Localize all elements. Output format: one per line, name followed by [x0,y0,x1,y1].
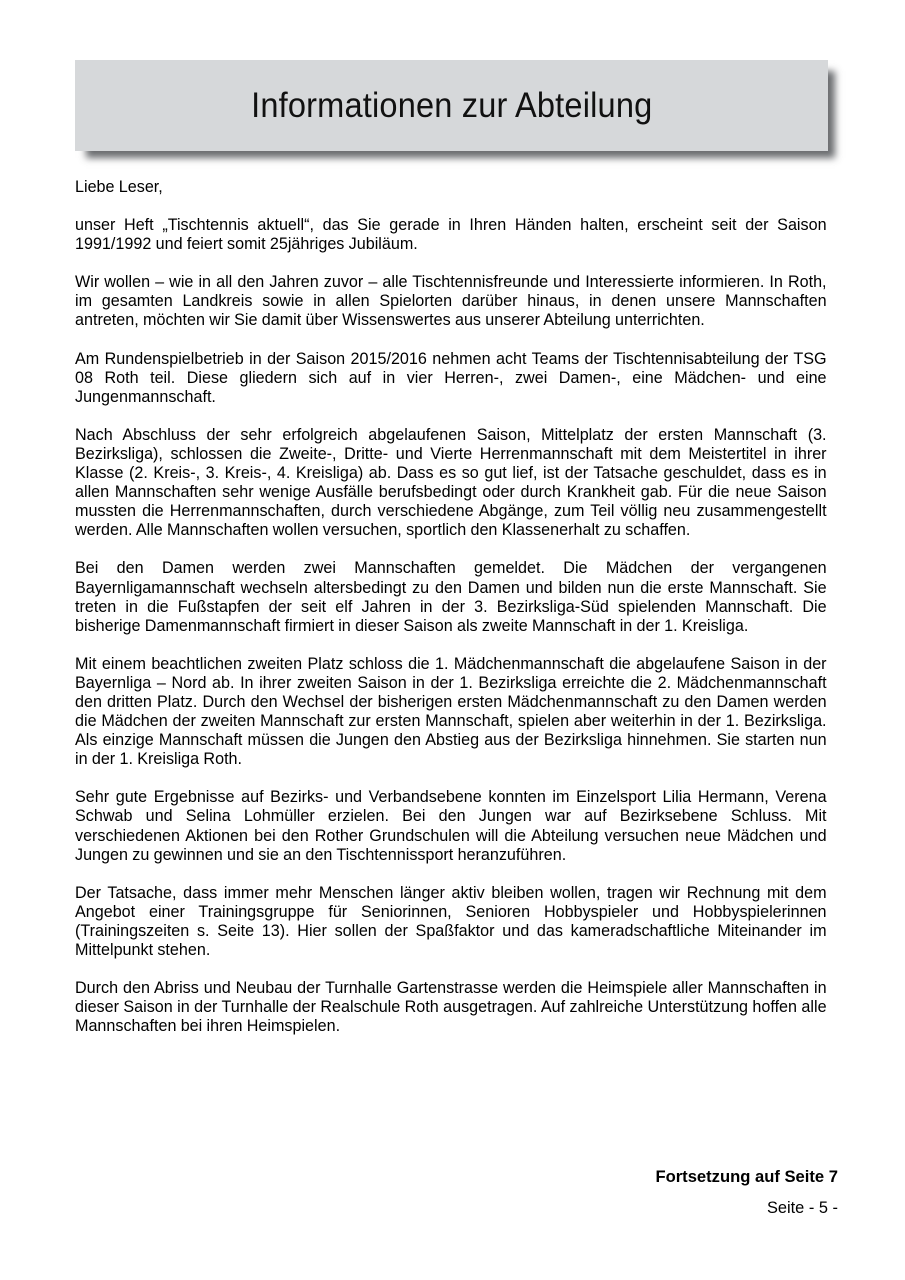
header-box [75,60,828,151]
article-body [75,178,838,1036]
paragraph-wir-wollen: Wir wollen – wie in all den Jahren zuvor – alle Tischtennisfreunde und Interessierte informieren. In Roth, im gesamten Landkreis sowie in allen Spielorten darüber hinaus, in denen unsere Mannschaften antreten, möchten wir Sie damit über Wissenswertes aus unserer Abteilung unterrichten. [75,273,827,330]
paragraph-damen: Bei den Damen werden zwei Mannschaften gemeldet. Die Mädchen der vergangenen Bayernligamannschaft wechseln altersbedingt zu den Damen und bilden nun die erste Mannschaft. Sie treten in die Fußstapfen der seit elf Jahren in der 3. Bezirksliga-Süd spielenden Mannschaft. Die bisherige Damenmannschaft firmiert in dieser Saison als zweite Mannschaft in der 1. Kreisliga. [75,559,827,635]
paragraph-intro-heft: unser Heft „Tischtennis aktuell“, das Sie gerade in Ihren Händen halten, erscheint seit der Saison 1991/1992 und feiert somit 25jähriges Jubiläum. [75,216,827,254]
salutation: Liebe Leser, [75,178,163,196]
page-title: Informationen zur Abteilung [250,86,653,125]
paragraph-rundenspielbetrieb: Am Rundenspielbetrieb in der Saison 2015/2016 nehmen acht Teams der Tischtennisabteilung der TSG 08 Roth teil. Diese gliedern sich auf in vier Herren-, zwei Damen-, eine Mädchen- und eine Jungenmannschaft. [75,349,827,406]
paragraph-turnhalle-neubau: Durch den Abriss und Neubau der Turnhalle Gartenstrasse werden die Heimspiele aller Mannschaften in dieser Saison in der Turnhalle der Realschule Roth ausgetragen. Auf zahlreiche Unterstützung hoffen alle Mannschaften bei ihren Heimspielen. [75,979,827,1036]
page-number: Seite - 5 - [766,1199,838,1217]
page-header-banner [75,60,828,151]
paragraph-maedchenmannschaft: Mit einem beachtlichen zweiten Platz schloss die 1. Mädchenmannschaft die abgelaufene Saison in der Bayernliga – Nord ab. In ihrer zweiten Saison in der 1. Bezirksliga erreichte die 2. Mädchenmannschaft den dritten Platz. Durch den Wechsel der bisherigen ersten Mädchenmannschaft zu den Damen werden die Mädchen der zweiten Mannschaft zur ersten Mannschaft, spielen aber weiterhin in der 1. Bezirksliga. Als einzige Mannschaft müssen die Jungen den Abstieg aus der Bezirksliga hinnehmen. Sie starten nun in der 1. Kreisliga Roth. [75,654,827,769]
paragraph-nach-abschluss: Nach Abschluss der sehr erfolgreich abgelaufenen Saison, Mittelplatz der ersten Mannschaft (3. Bezirksliga), schlossen die Zweite-, Dritte- und Vierte Herrenmannschaft mit dem Meistertitel in ihrer Klasse (2. Kreis-, 3. Kreis-, 4. Kreisliga) ab. Dass es so gut lief, ist der Tatsache geschuldet, dass es in allen Mannschaften sehr wenige Ausfälle berufsbedingt oder durch Krankheit gab. Für die neue Saison mussten die Herrenmannschaften, durch verschiedene Abgänge, zum Teil völlig neu zusammengestellt werden. Alle Mannschaften wollen versuchen, sportlich den Klassenerhalt zu schaffen. [75,425,827,540]
continuation-note: Fortsetzung auf Seite 7 [655,1167,838,1186]
paragraph-einzelsport-ergebnisse: Sehr gute Ergebnisse auf Bezirks- und Verbandsebene konnten im Einzelsport Lilia Hermann, Verena Schwab und Selina Lohmüller erzielen. Bei den Jungen war auf Bezirksebene Schluss. Mit verschiedenen Aktionen bei den Rother Grundschulen will die Abteilung versuchen neue Mädchen und Jungen zu gewinnen und sie an den Tischtennissport heranzuführen. [75,788,827,864]
paragraph-senioren-trainingsgruppe: Der Tatsache, dass immer mehr Menschen länger aktiv bleiben wollen, tragen wir Rechnung mit dem Angebot einer Trainingsgruppe für Seniorinnen, Senioren Hobbyspieler und Hobbyspielerinnen (Trainingszeiten s. Seite 13). Hier sollen der Spaßfaktor und das kameradschaftliche Miteinander im Mittelpunkt stehen. [75,883,827,959]
